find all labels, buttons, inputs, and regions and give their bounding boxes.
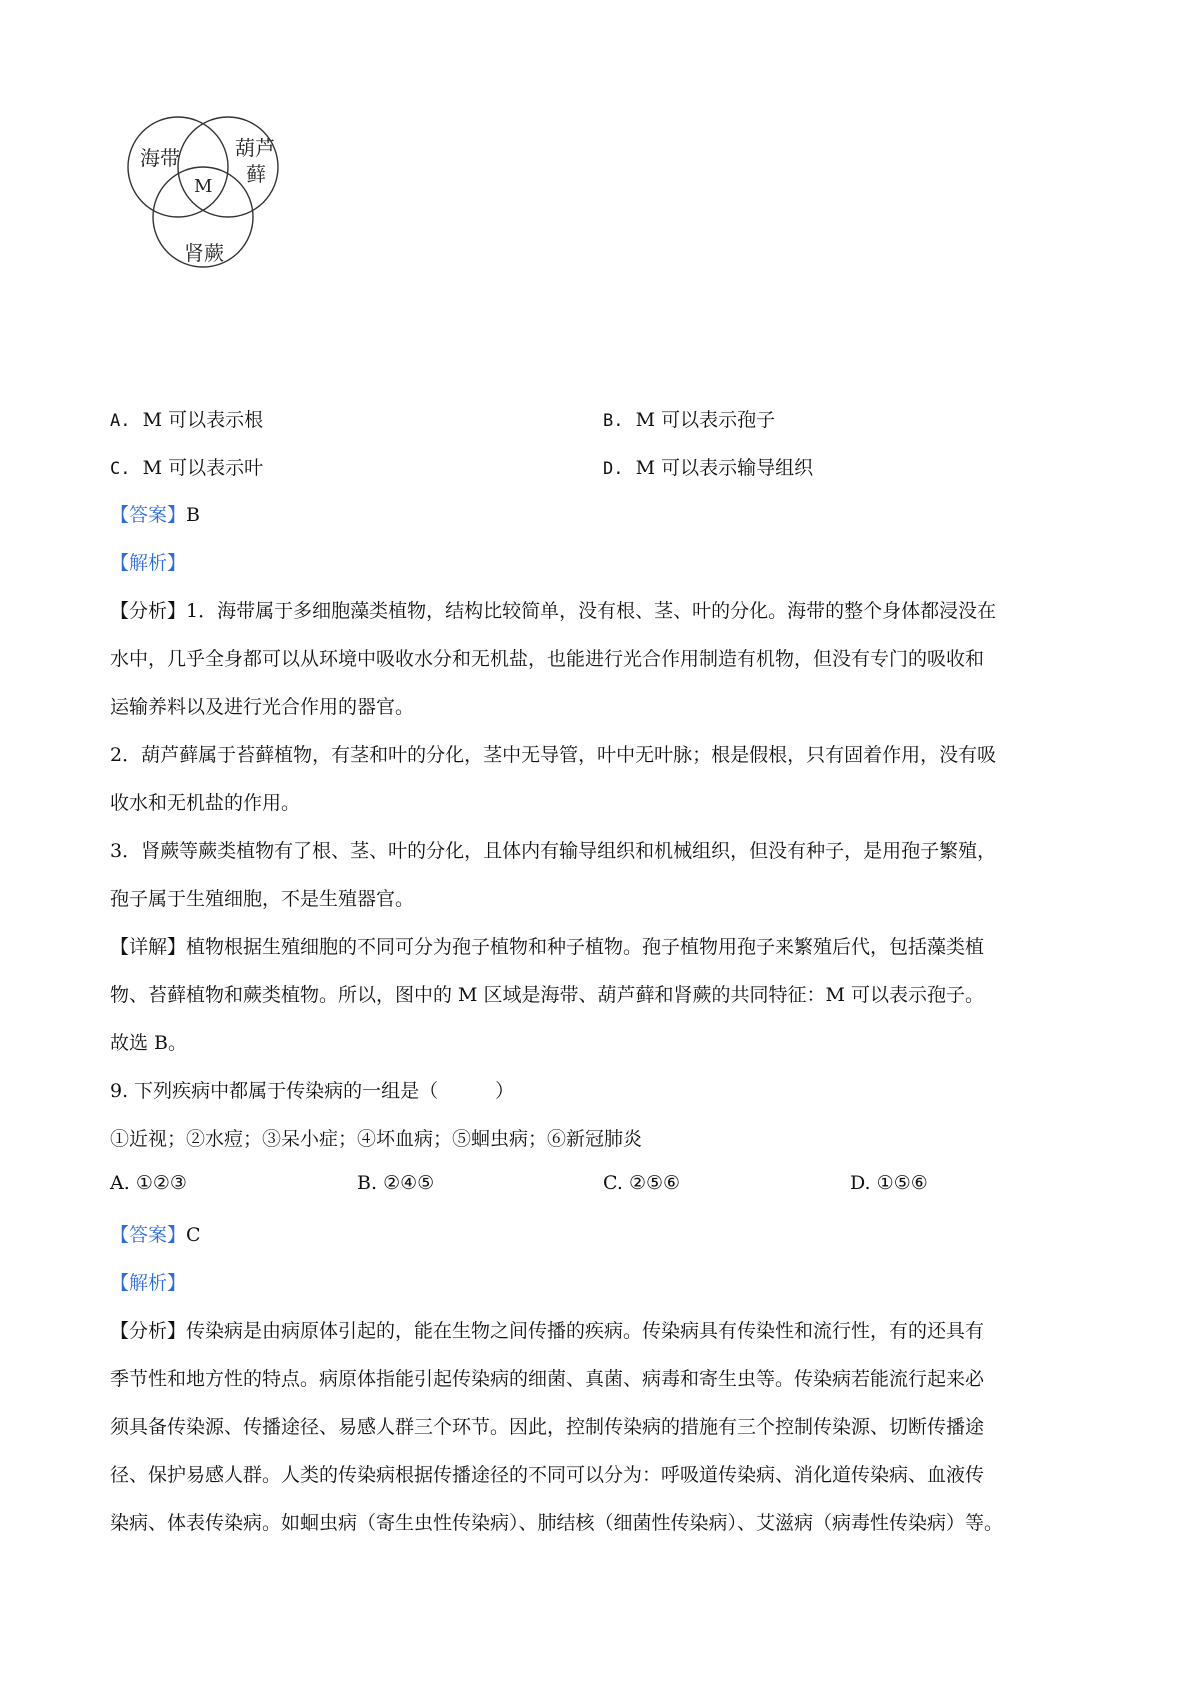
option-text: ②⑤⑥	[628, 1172, 681, 1194]
q9-option-b	[357, 1172, 434, 1194]
option-d	[603, 453, 813, 480]
fenxi-line: 孢子属于生殖细胞，不是生殖器官。	[110, 888, 415, 910]
venn-diagram	[118, 105, 288, 275]
option-text: ②④⑤	[383, 1172, 435, 1194]
xiangjie-line: 物、苔藓植物和蕨类植物。所以，图中的 M 区域是海带、葫芦藓和肾蕨的共同特征：M 可以表示孢子。	[110, 984, 985, 1006]
label-center-m: M	[194, 176, 213, 197]
option-letter: B.	[357, 1172, 378, 1194]
xiangjie-text: 植物根据生殖细胞的不同可分为孢子植物和种子植物。孢子植物用孢子来繁殖后代，包括藻类植	[186, 936, 985, 958]
answer-tag: 【答案】	[110, 504, 187, 526]
fenxi-line: 染病、体表传染病。如蛔虫病（寄生虫性传染病）、肺结核（细菌性传染病）、艾滋病（病毒性传染病）等。	[110, 1512, 1004, 1534]
option-text: ①②③	[135, 1172, 187, 1194]
option-text: M 可以表示叶	[142, 457, 264, 479]
option-letter: C.	[603, 1172, 623, 1194]
q9-option-a	[110, 1172, 187, 1194]
option-text: ①⑤⑥	[876, 1172, 928, 1194]
option-letter: A.	[110, 1172, 130, 1194]
option-c	[110, 453, 263, 480]
option-b	[603, 405, 775, 432]
answer-value: B	[186, 504, 200, 526]
fenxi-line	[110, 596, 996, 623]
xiangjie-tag: 【详解】	[110, 936, 187, 958]
option-text: M 可以表示输导组织	[635, 457, 814, 479]
fenxi-tag: 【分析】	[110, 1320, 187, 1342]
label-hulu-top: 葫芦	[235, 136, 275, 160]
fenxi-line: 须具备传染源、传播途径、易感人群三个环节。因此，控制传染病的措施有三个控制传染源、切断传播途	[110, 1416, 985, 1438]
q9-items: ①近视；②水痘；③呆小症；④坏血病；⑤蛔虫病；⑥新冠肺炎	[110, 1128, 643, 1150]
option-text: M 可以表示根	[142, 409, 264, 431]
option-letter: A.	[110, 411, 131, 431]
xiangjie-line	[110, 932, 984, 959]
jiexi-line	[110, 548, 186, 575]
fenxi-text: 1．海带属于多细胞藻类植物，结构比较简单，没有根、茎、叶的分化。海带的整个身体都浸没在	[186, 600, 997, 622]
q9-option-d	[850, 1172, 928, 1194]
answer-value: C	[186, 1224, 201, 1246]
fenxi-line: 运输养料以及进行光合作用的器官。	[110, 696, 415, 718]
xiangjie-line: 故选 B。	[110, 1032, 188, 1054]
fenxi-line: 3．肾蕨等蕨类植物有了根、茎、叶的分化，且体内有输导组织和机械组织，但没有种子，是用孢子繁殖，	[110, 840, 997, 862]
fenxi-text: 传染病是由病原体引起的，能在生物之间传播的疾病。传染病具有传染性和流行性，有的还具有	[186, 1320, 985, 1342]
option-letter: D.	[603, 459, 624, 479]
option-text: M 可以表示孢子	[635, 409, 776, 431]
fenxi-line: 收水和无机盐的作用。	[110, 792, 301, 814]
answer-line	[110, 1220, 201, 1247]
jiexi-tag: 【解析】	[110, 552, 187, 574]
q9-stem: 9. 下列疾病中都属于传染病的一组是（ ）	[110, 1080, 515, 1102]
fenxi-line: 季节性和地方性的特点。病原体指能引起传染病的细菌、真菌、病毒和寄生虫等。传染病若能流行起来必	[110, 1368, 985, 1390]
answer-tag: 【答案】	[110, 1224, 187, 1246]
label-haidai: 海带	[140, 146, 180, 170]
fenxi-line: 2．葫芦藓属于苔藓植物，有茎和叶的分化，茎中无导管，叶中无叶脉；根是假根，只有固着作用，没有吸	[110, 744, 997, 766]
fenxi-line: 径、保护易感人群。人类的传染病根据传播途径的不同可以分为：呼吸道传染病、消化道传染病、血液传	[110, 1464, 985, 1486]
fenxi-tag: 【分析】	[110, 600, 187, 622]
label-hulu-bottom: 藓	[246, 162, 266, 186]
answer-line	[110, 500, 200, 527]
jiexi-tag: 【解析】	[110, 1272, 187, 1294]
option-letter: B.	[603, 411, 624, 431]
fenxi-line	[110, 1316, 984, 1343]
option-letter: C.	[110, 459, 131, 479]
fenxi-line: 水中，几乎全身都可以从环境中吸收水分和无机盐，也能进行光合作用制造有机物，但没有专门的吸收和	[110, 648, 985, 670]
q9-option-c	[603, 1172, 680, 1194]
option-letter: D.	[850, 1172, 871, 1194]
label-shenjue: 肾蕨	[184, 241, 224, 265]
jiexi-line	[110, 1268, 186, 1295]
option-a	[110, 405, 263, 432]
